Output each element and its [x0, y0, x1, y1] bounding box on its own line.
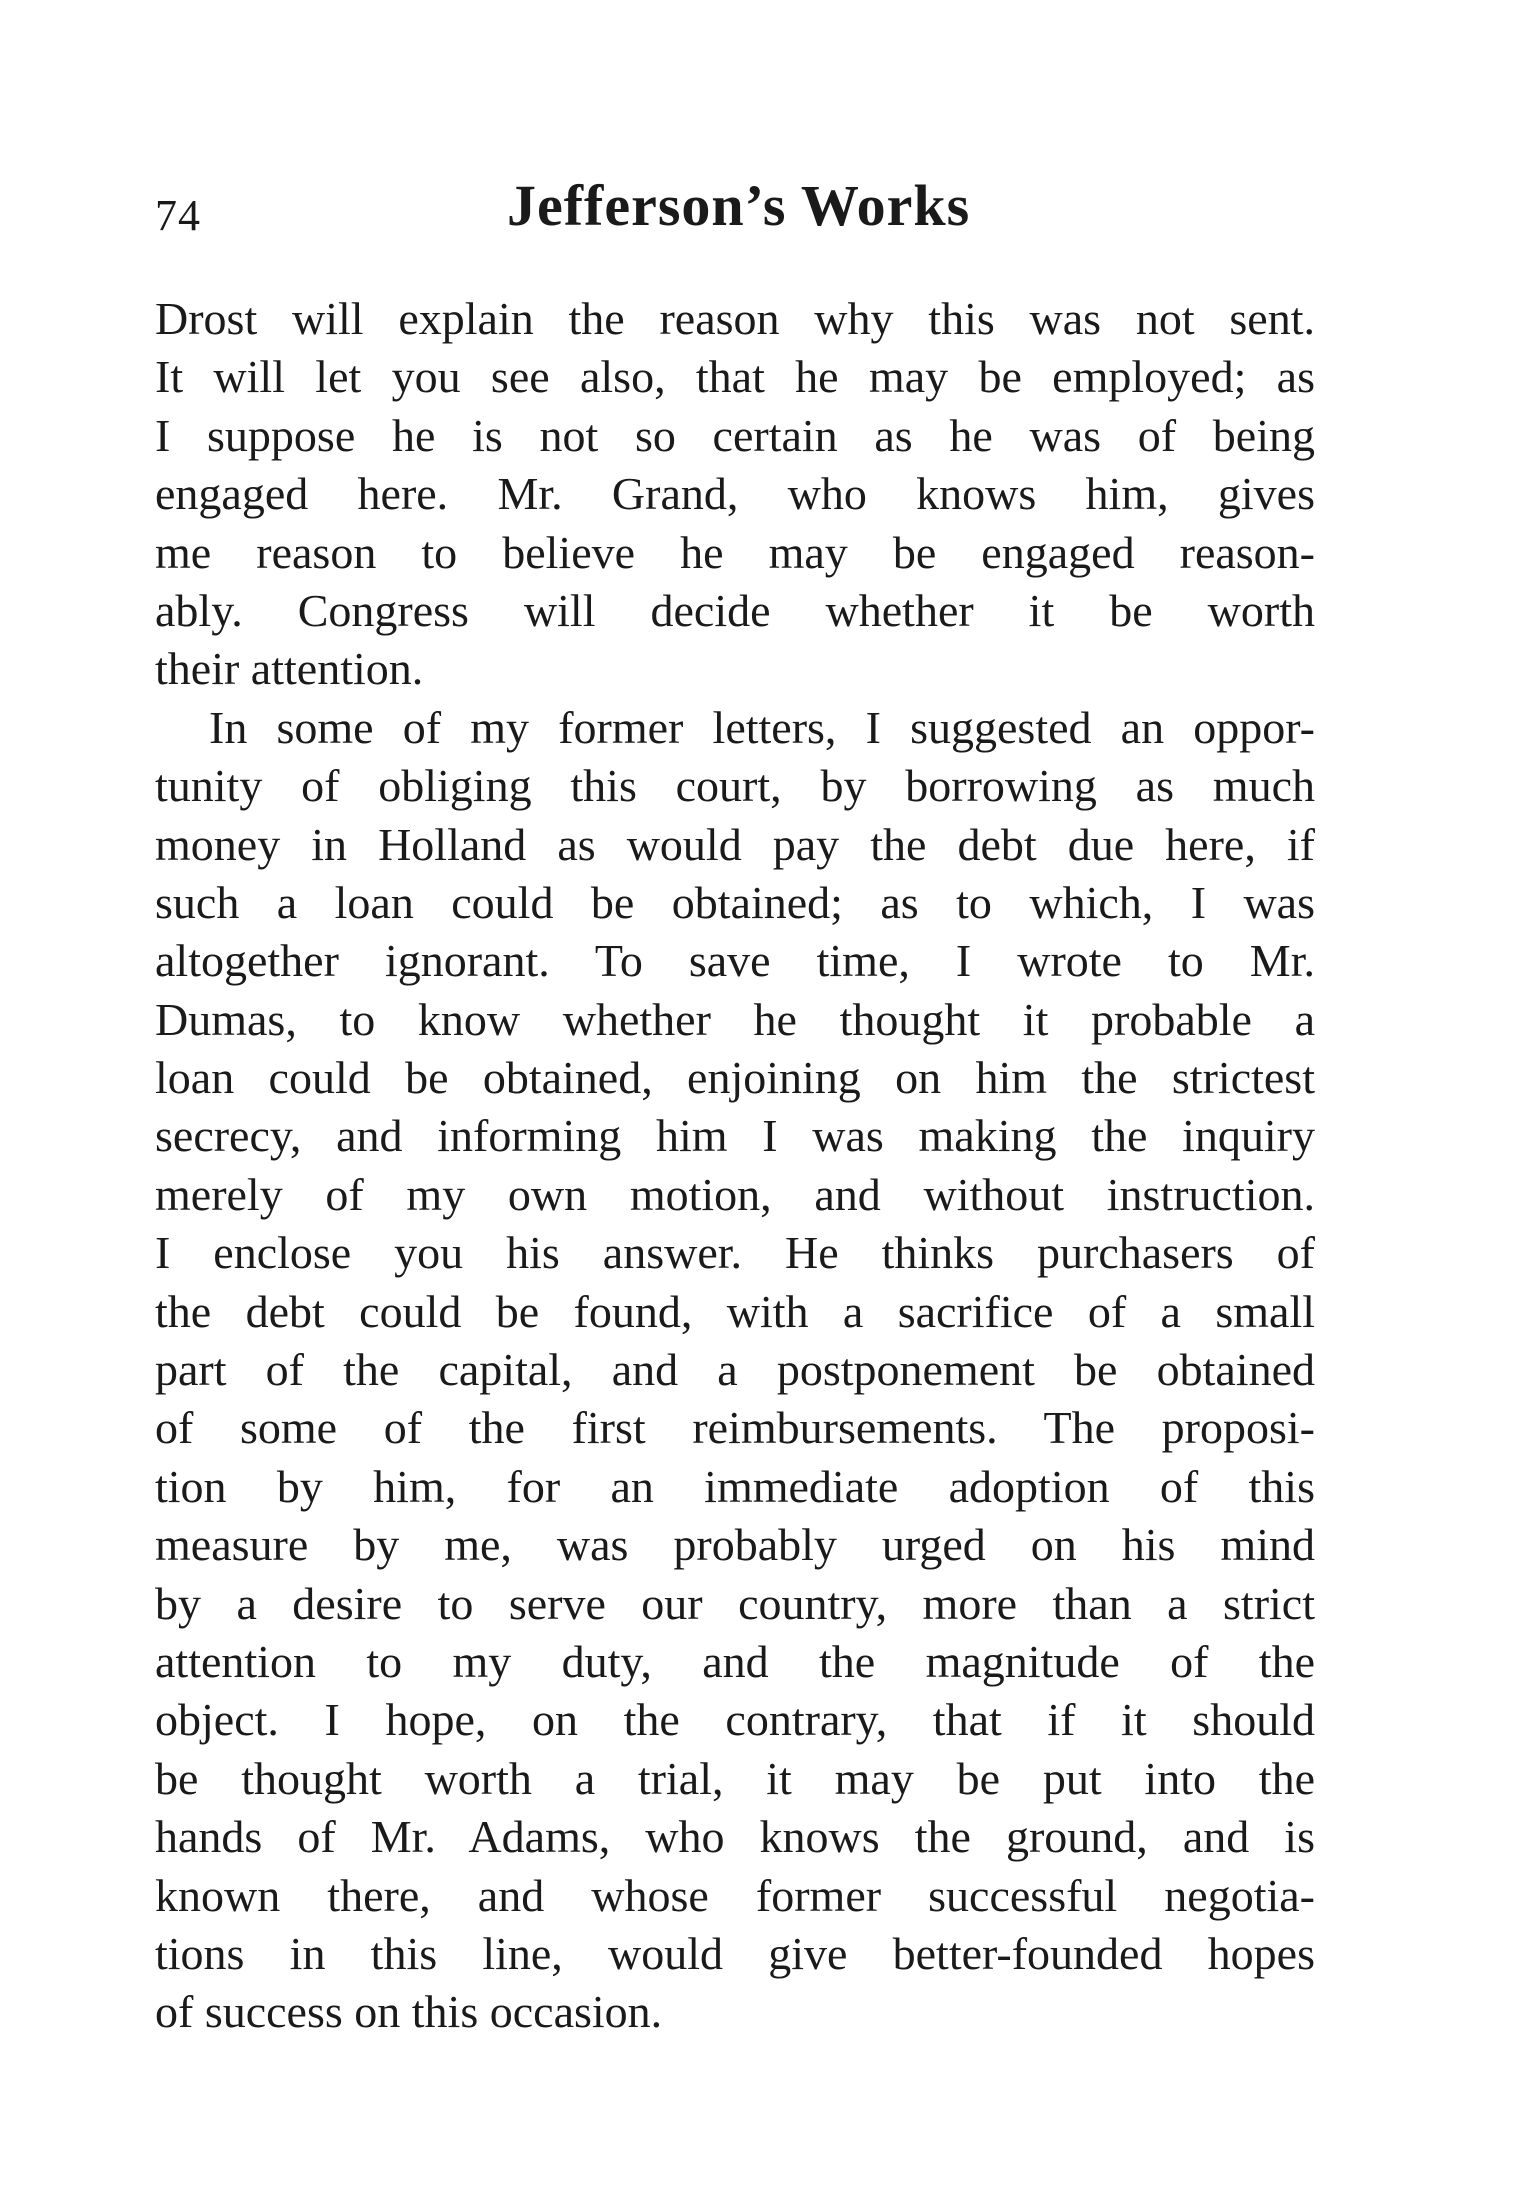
- text-line: tions in this line, would give better-founded hopes: [155, 1927, 1315, 1979]
- text-line: by a desire to serve our country, more than a strict: [155, 1577, 1315, 1629]
- text-line: ably. Congress will decide whether it be worth: [155, 584, 1315, 636]
- text-line: hands of Mr. Adams, who knows the ground, and is: [155, 1811, 1315, 1863]
- running-head: [155, 172, 1315, 242]
- text-line: money in Holland as would pay the debt due here, if: [155, 818, 1315, 870]
- text-line: Drost will explain the reason why this was not sent.: [155, 293, 1315, 344]
- text-line: secrecy, and informing him I was making the inquiry: [155, 1110, 1315, 1162]
- body-text: [155, 290, 1315, 2090]
- text-line: merely of my own motion, and without instruction.: [155, 1168, 1315, 1220]
- text-line: known there, and whose former successful negotia-: [155, 1869, 1315, 1921]
- text-line: In some of my former letters, I suggested an oppor-: [209, 701, 1315, 753]
- text-line: of success on this occasion.: [155, 1986, 663, 2038]
- text-line: be thought worth a trial, it may be put into the: [155, 1752, 1315, 1804]
- text-line: tunity of obliging this court, by borrowing as much: [155, 760, 1315, 812]
- text-line: I suppose he is not so certain as he was of being: [155, 409, 1315, 461]
- text-line: measure by me, was probably urged on his mind: [155, 1519, 1315, 1571]
- text-line: the debt could be found, with a sacrifice of a small: [155, 1285, 1315, 1337]
- text-line: altogether ignorant. To save time, I wrote to Mr.: [155, 935, 1315, 987]
- text-line: such a loan could be obtained; as to which, I was: [155, 876, 1315, 928]
- text-line: attention to my duty, and the magnitude of the: [155, 1635, 1315, 1687]
- text-line: of some of the first reimbursements. The proposi-: [155, 1402, 1315, 1454]
- text-line: object. I hope, on the contrary, that if it should: [155, 1694, 1315, 1746]
- text-line: me reason to believe he may be engaged reason-: [155, 526, 1315, 578]
- text-line: part of the capital, and a postponement be obtained: [155, 1344, 1315, 1396]
- page-number: 74: [155, 191, 201, 240]
- text-line: engaged here. Mr. Grand, who knows him, gives: [155, 468, 1315, 520]
- running-title: Jefferson’s Works: [507, 173, 971, 238]
- text-line: tion by him, for an immediate adoption of this: [155, 1460, 1315, 1512]
- text-line: Dumas, to know whether he thought it probable a: [155, 993, 1315, 1045]
- text-line: their attention.: [155, 643, 424, 695]
- text-line: It will let you see also, that he may be employed; as: [155, 351, 1315, 403]
- text-line: I enclose you his answer. He thinks purchasers of: [155, 1227, 1315, 1279]
- text-line: loan could be obtained, enjoining on him the strictest: [155, 1052, 1315, 1104]
